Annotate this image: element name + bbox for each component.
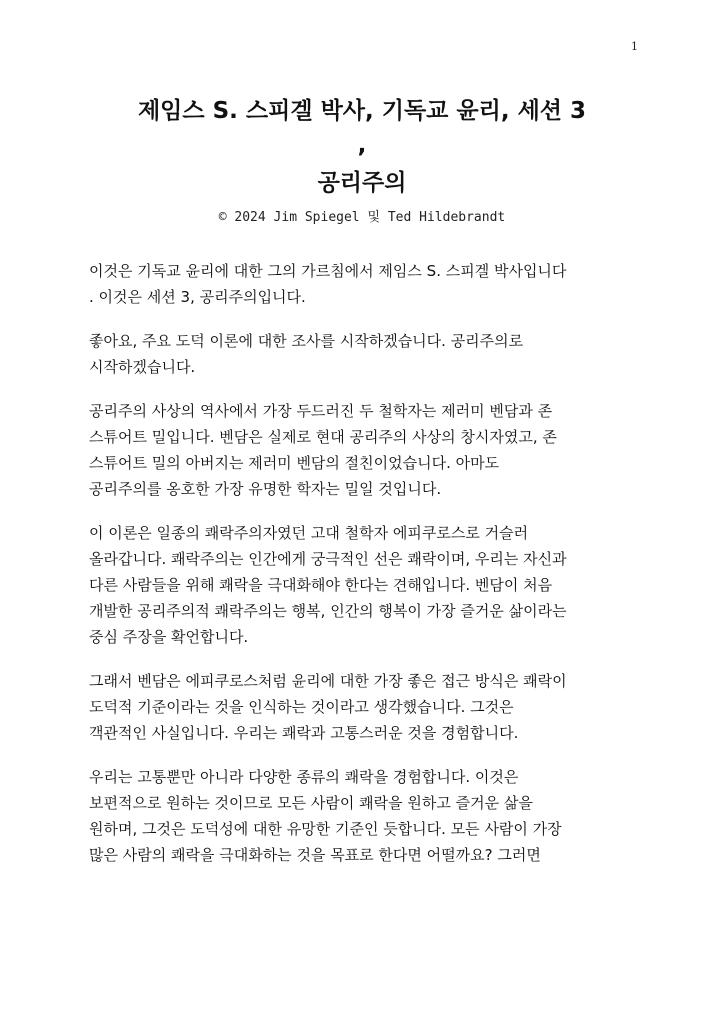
text-line: 좋아요, 주요 도덕 이론에 대한 조사를 시작하겠습니다. 공리주의로 [89, 332, 524, 350]
text-line: 개발한 공리주의적 쾌락주의는 행복, 인간의 행복이 가장 즐거운 삶이라는 [89, 602, 567, 620]
text-line: 보편적으로 원하는 것이므로 모든 사람이 쾌락을 원하고 즐거운 삶을 [89, 794, 533, 812]
document-title-continuation: , [357, 132, 367, 158]
text-line: 스튜어트 밀의 아버지는 제러미 벤담의 절친이었습니다. 아마도 [89, 454, 500, 472]
copyright-notice: © 2024 Jim Spiegel 및 Ted Hildebrandt [218, 210, 506, 225]
text-line: 이것은 기독교 윤리에 대한 그의 가르침에서 제임스 S. 스피겔 박사입니다 [89, 262, 567, 280]
text-line: 많은 사람의 쾌락을 극대화하는 것을 목표로 한다면 어떨까요? 그러면 [89, 846, 541, 864]
text-line: 스튜어트 밀입니다. 벤담은 실제로 현대 공리주의 사상의 창시자였고, 존 [89, 428, 557, 446]
document-body [89, 258, 649, 886]
text-line: 이 이론은 일종의 쾌락주의자였던 고대 철학자 에피쿠로스로 거슬러 [89, 524, 529, 542]
paragraph [89, 258, 649, 310]
text-line: 우리는 고통뿐만 아니라 다양한 종류의 쾌락을 경험합니다. 이것은 [89, 768, 519, 786]
text-line: 공리주의를 옹호한 가장 유명한 학자는 밀일 것입니다. [89, 480, 442, 498]
text-line: 중심 주장을 확언합니다. [89, 628, 249, 646]
document-subtitle: 공리주의 [317, 170, 407, 196]
paragraph [89, 668, 649, 746]
text-line: 객관적인 사실입니다. 우리는 쾌락과 고통스러운 것을 경험합니다. [89, 724, 519, 742]
text-line: 그래서 벤담은 에피쿠로스처럼 윤리에 대한 가장 좋은 접근 방식은 쾌락이 [89, 672, 567, 690]
text-line: . 이것은 세션 3, 공리주의입니다. [89, 288, 306, 306]
paragraph [89, 398, 649, 502]
paragraph [89, 328, 649, 380]
text-line: 시작하겠습니다. [89, 358, 196, 376]
paragraph [89, 764, 649, 868]
text-line: 공리주의 사상의 역사에서 가장 두드러진 두 철학자는 제러미 벤담과 존 [89, 402, 553, 420]
text-line: 도덕적 기준이라는 것을 인식하는 것이라고 생각했습니다. 그것은 [89, 698, 514, 716]
document-title: 제임스 S. 스피겔 박사, 기독교 윤리, 세션 3 [137, 98, 587, 124]
document-header [70, 94, 654, 228]
text-line: 원하며, 그것은 도덕성에 대한 유망한 기준인 듯합니다. 모든 사람이 가장 [89, 820, 562, 838]
paragraph [89, 520, 649, 650]
text-line: 올라갑니다. 쾌락주의는 인간에게 궁극적인 선은 쾌락이며, 우리는 자신과 [89, 550, 567, 568]
text-line: 다른 사람들을 위해 쾌락을 극대화해야 한다는 견해입니다. 벤담이 처음 [89, 576, 553, 594]
page-number: 1 [631, 40, 638, 53]
